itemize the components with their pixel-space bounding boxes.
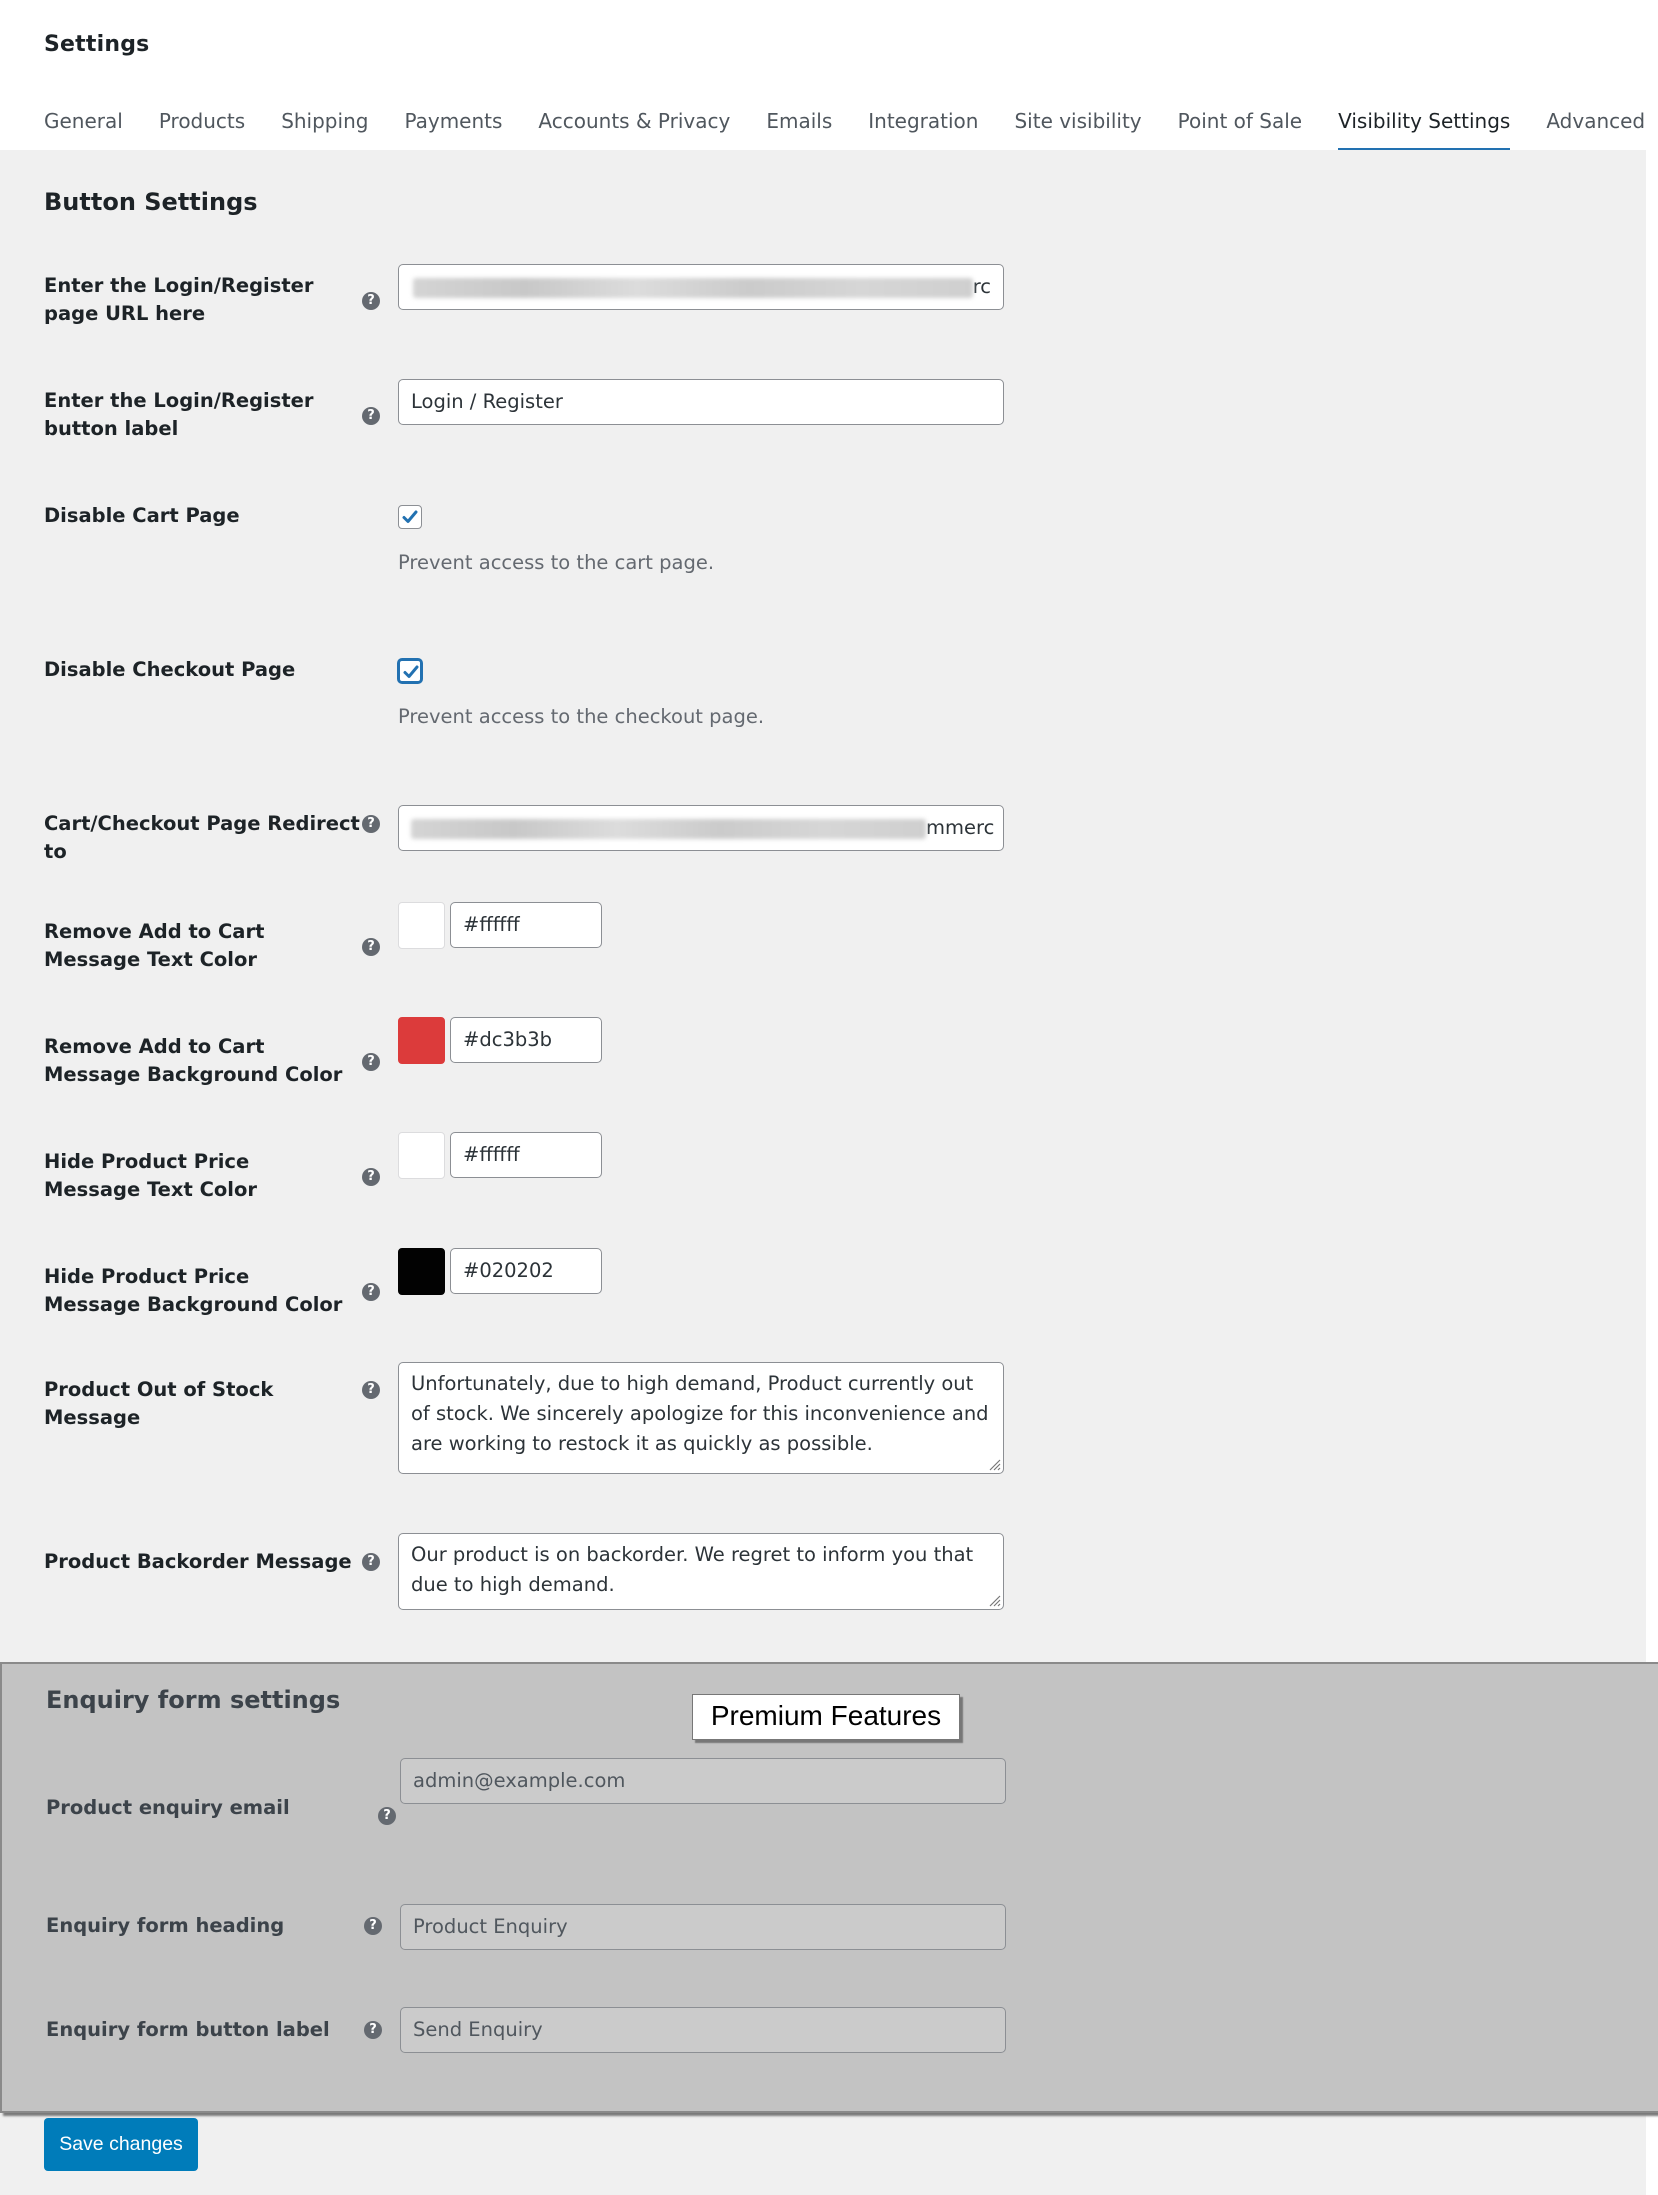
hide-price-text-color-input[interactable]: #ffffff (450, 1132, 602, 1178)
help-icon[interactable]: ? (364, 2021, 382, 2039)
backorder-textarea[interactable] (398, 1533, 1004, 1610)
resize-handle-icon[interactable] (985, 1591, 1001, 1607)
help-icon[interactable]: ? (362, 1553, 380, 1571)
out-of-stock-label: Product Out of Stock Message (44, 1378, 274, 1429)
tab-integration[interactable]: Integration (868, 109, 979, 133)
settings-header (0, 0, 1646, 150)
enquiry-email-label: Product enquiry email (46, 1796, 290, 1819)
help-icon[interactable]: ? (362, 292, 380, 310)
enquiry-email-input[interactable]: admin@example.com (400, 1758, 1006, 1804)
tab-emails[interactable]: Emails (766, 109, 833, 133)
hide-price-bg-color-label: Hide Product Price Message Background Color (44, 1265, 343, 1316)
help-icon[interactable]: ? (378, 1807, 396, 1825)
section-title-enquiry-settings: Enquiry form settings (46, 1686, 341, 1714)
tab-point-of-sale[interactable]: Point of Sale (1177, 109, 1303, 133)
help-icon[interactable]: ? (364, 1917, 382, 1935)
premium-features-badge[interactable]: Premium Features (692, 1694, 960, 1740)
login-url-input[interactable] (398, 264, 1004, 310)
checkmark-icon (402, 663, 420, 681)
premium-features-overlay (0, 1662, 1658, 2113)
enquiry-heading-label: Enquiry form heading (46, 1914, 285, 1937)
redirect-url-input[interactable] (398, 805, 1004, 851)
help-icon[interactable]: ? (362, 815, 380, 833)
tab-products[interactable]: Products (158, 109, 246, 133)
backorder-label: Product Backorder Message (44, 1550, 352, 1573)
tab-visibility-settings[interactable]: Visibility Settings (1338, 104, 1510, 150)
help-icon[interactable]: ? (362, 1381, 380, 1399)
remove-cart-bg-color-label: Remove Add to Cart Message Background Color (44, 1035, 343, 1086)
tab-accounts-privacy[interactable]: Accounts & Privacy (538, 109, 731, 133)
redirect-label: Cart/Checkout Page Redirect to (44, 812, 360, 863)
tab-payments[interactable]: Payments (404, 109, 503, 133)
tab-general[interactable]: General (44, 109, 123, 133)
checkmark-icon (401, 508, 419, 526)
disable-cart-checkbox[interactable] (398, 505, 422, 529)
tab-site-visibility[interactable]: Site visibility (1014, 109, 1142, 133)
disable-checkout-label: Disable Checkout Page (44, 658, 296, 681)
tab-advanced[interactable]: Advanced (1546, 109, 1646, 133)
settings-tabs (44, 104, 1658, 150)
disable-cart-description: Prevent access to the cart page. (398, 551, 715, 574)
remove-cart-text-color-label: Remove Add to Cart Message Text Color (44, 920, 265, 971)
page-title: Settings (44, 32, 150, 57)
login-button-label-label: Enter the Login/Register button label (44, 389, 314, 440)
login-url-label: Enter the Login/Register page URL here (44, 274, 314, 325)
resize-handle-icon[interactable] (985, 1455, 1001, 1471)
help-icon[interactable]: ? (362, 938, 380, 956)
out-of-stock-textarea[interactable] (398, 1362, 1004, 1474)
out-of-stock-text: Unfortunately, due to high demand, Product currently out of stock. We sincerely apologize for this inconvenience and are working to restock it as quickly as possible. (411, 1372, 989, 1455)
remove-cart-bg-color-input[interactable]: #dc3b3b (450, 1017, 602, 1063)
enquiry-heading-input[interactable]: Product Enquiry (400, 1904, 1006, 1950)
section-title-button-settings: Button Settings (44, 188, 258, 216)
hide-price-text-color-label: Hide Product Price Message Text Color (44, 1150, 258, 1201)
hide-price-bg-color-input[interactable]: #020202 (450, 1248, 602, 1294)
login-url-suffix: rc (972, 275, 991, 298)
help-icon[interactable]: ? (362, 1053, 380, 1071)
tab-shipping[interactable]: Shipping (281, 109, 369, 133)
help-icon[interactable]: ? (362, 1168, 380, 1186)
save-changes-button[interactable]: Save changes (44, 2118, 198, 2171)
login-button-label-input[interactable]: Login / Register (398, 379, 1004, 425)
blurred-url (411, 819, 926, 839)
enquiry-button-label-input[interactable]: Send Enquiry (400, 2007, 1006, 2053)
color-swatch[interactable] (398, 1017, 445, 1064)
blurred-url (413, 278, 973, 298)
redirect-url-suffix: mmerc (926, 816, 995, 839)
help-icon[interactable]: ? (362, 407, 380, 425)
remove-cart-text-color-input[interactable]: #ffffff (450, 902, 602, 948)
color-swatch[interactable] (398, 1248, 445, 1295)
color-swatch[interactable] (398, 902, 445, 949)
color-swatch[interactable] (398, 1132, 445, 1179)
help-icon[interactable]: ? (362, 1283, 380, 1301)
disable-checkout-description: Prevent access to the checkout page. (398, 705, 765, 728)
disable-cart-label: Disable Cart Page (44, 504, 240, 527)
disable-checkout-checkbox[interactable] (398, 659, 422, 683)
backorder-text: Our product is on backorder. We regret to inform you that due to high demand. (411, 1543, 974, 1596)
enquiry-button-label-label: Enquiry form button label (46, 2018, 330, 2041)
